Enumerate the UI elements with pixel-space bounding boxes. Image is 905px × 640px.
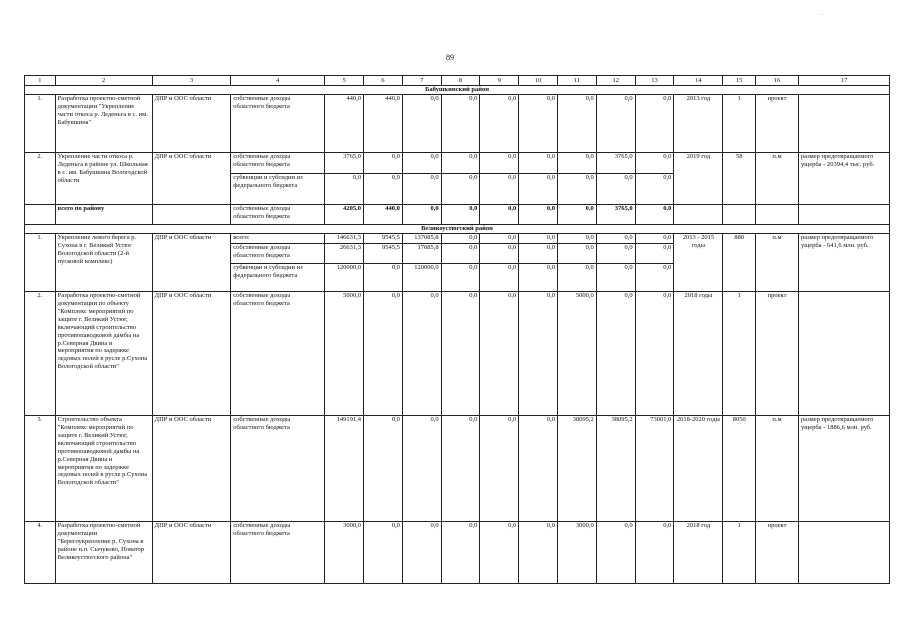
col-number: 1 (25, 76, 56, 86)
amount-cell: 0,0 (480, 264, 519, 292)
amount-cell: 440,0 (364, 205, 403, 225)
quantity-cell: 1 (723, 522, 756, 584)
amount-cell: 0,0 (635, 234, 674, 244)
table-row (25, 416, 890, 522)
unit-cell: проект (756, 95, 799, 153)
table-row (25, 234, 890, 244)
amount-cell: 0,0 (519, 264, 558, 292)
amount-cell: 0,0 (558, 264, 597, 292)
budget-table (24, 75, 890, 584)
col-number: 4 (231, 76, 325, 86)
amount-cell: 0,0 (480, 205, 519, 225)
amount-cell: 0,0 (402, 522, 441, 584)
amount-cell: 0,0 (558, 205, 597, 225)
funding-source: собственные доходы областного бюджета (231, 244, 325, 264)
amount-cell: 5000,0 (325, 292, 364, 416)
amount-cell: 0,0 (635, 292, 674, 416)
amount-cell: 0,0 (596, 244, 635, 264)
measure-name: Разработка проектно-сметной документации по объекту "Комплекс мероприятий по защите г. Великий Устюг, включающий строительство противопаводковой дамбы на р.Северная Двина и мероприятия по задержке ледовых полей в русле р.Сухона Вологодской области" (55, 292, 152, 416)
amount-cell: 9545,5 (364, 244, 403, 264)
amount-cell: 0,0 (402, 205, 441, 225)
amount-cell: 0,0 (558, 153, 597, 174)
col-number: 2 (55, 76, 152, 86)
amount-cell: 0,0 (519, 416, 558, 522)
amount-cell: 0,0 (441, 244, 480, 264)
amount-cell: 0,0 (480, 234, 519, 244)
row-number: 2. (25, 292, 56, 416)
table-row (25, 153, 890, 174)
amount-cell: 0,0 (441, 95, 480, 153)
unit-cell: п.м (756, 416, 799, 522)
amount-cell: 0,0 (519, 153, 558, 174)
effect-cell: размер предотвращаемого ущерба - 1886,6 млн. руб. (798, 416, 889, 522)
amount-cell: 0,0 (519, 95, 558, 153)
amount-cell: 0,0 (402, 416, 441, 522)
term-cell: 2019 год (674, 153, 723, 205)
col-number: 17 (798, 76, 889, 86)
table-row (25, 292, 890, 416)
col-number: 10 (519, 76, 558, 86)
funding-source: субвенции и субсидии из федерального бюджета (231, 174, 325, 205)
term-cell: 2018-2020 годы (674, 416, 723, 522)
amount-cell: 3000,0 (325, 522, 364, 584)
row-number: 3. (25, 416, 56, 522)
amount-cell: 440,0 (325, 95, 364, 153)
amount-cell: 0,0 (519, 205, 558, 225)
col-number: 8 (441, 76, 480, 86)
executor: ДПР и ООС области (152, 292, 231, 416)
amount-cell: 0,0 (364, 416, 403, 522)
total-label: всего по району (55, 205, 152, 225)
amount-cell: 0,0 (480, 522, 519, 584)
funding-source: собственные доходы областного бюджета (231, 292, 325, 416)
amount-cell: 0,0 (441, 416, 480, 522)
amount-cell: 0,0 (635, 205, 674, 225)
amount-cell: 0,0 (519, 174, 558, 205)
amount-cell: 0,0 (364, 174, 403, 205)
amount-cell: 0,0 (480, 416, 519, 522)
funding-source: всего: (231, 234, 325, 244)
amount-cell: 0,0 (558, 174, 597, 205)
amount-cell: 0,0 (558, 234, 597, 244)
quantity-cell: 1 (723, 95, 756, 153)
amount-cell: 38095,2 (558, 416, 597, 522)
amount-cell: 9545,5 (364, 234, 403, 244)
term-cell: 2018 годы (674, 292, 723, 416)
funding-source: субвенции и субсидии из федерального бюджета (231, 264, 325, 292)
unit-cell: п.м (756, 153, 799, 205)
amount-cell: 3765,0 (596, 205, 635, 225)
quantity-cell: 8050 (723, 416, 756, 522)
section-row (25, 86, 890, 95)
amount-cell: 3765,0 (325, 153, 364, 174)
col-number: 5 (325, 76, 364, 86)
amount-cell: 0,0 (364, 264, 403, 292)
row-number: 4. (25, 522, 56, 584)
amount-cell: 0,0 (596, 292, 635, 416)
amount-cell: 38095,2 (596, 416, 635, 522)
row-number: 1. (25, 234, 56, 292)
col-number: 15 (723, 76, 756, 86)
funding-source: собственные доходы областного бюджета (231, 416, 325, 522)
page-number: 89 (446, 53, 454, 62)
amount-cell: 17085,8 (402, 244, 441, 264)
effect-cell (798, 95, 889, 153)
amount-cell: 0,0 (441, 234, 480, 244)
amount-cell: 0,0 (596, 264, 635, 292)
amount-cell: 0,0 (402, 292, 441, 416)
amount-cell: 73001,0 (635, 416, 674, 522)
term-cell: 2013 - 2015 годы (674, 234, 723, 292)
section-title: Великоустюгский район (25, 225, 890, 234)
quantity-cell: 58 (723, 153, 756, 205)
term-cell: 2013 год (674, 95, 723, 153)
effect-cell (798, 292, 889, 416)
section-row (25, 225, 890, 234)
col-number: 9 (480, 76, 519, 86)
amount-cell: 0,0 (402, 153, 441, 174)
amount-cell: 0,0 (558, 95, 597, 153)
amount-cell: 0,0 (441, 292, 480, 416)
effect-cell: размер предотвращаемого ущерба - 641,6 млн. руб. (798, 234, 889, 292)
col-number: 12 (596, 76, 635, 86)
amount-cell: 137085,8 (402, 234, 441, 244)
table-row (25, 522, 890, 584)
amount-cell: 0,0 (596, 95, 635, 153)
amount-cell: 3000,0 (558, 522, 597, 584)
measure-name: Разработка проектно-сметной документации "Берегоукрепление р. Сухона в районе н.п. Сычуково, Новатор Великоустюгского района" (55, 522, 152, 584)
amount-cell: 0,0 (519, 234, 558, 244)
col-number: 16 (756, 76, 799, 86)
effect-cell (798, 522, 889, 584)
amount-cell: 0,0 (480, 153, 519, 174)
funding-source: собственные доходы областного бюджета (231, 522, 325, 584)
funding-source: собственные доходы областного бюджета (231, 153, 325, 174)
amount-cell: 0,0 (325, 174, 364, 205)
amount-cell: 120000,0 (402, 264, 441, 292)
amount-cell: 0,0 (402, 95, 441, 153)
amount-cell: 5000,0 (558, 292, 597, 416)
amount-cell: 0,0 (635, 174, 674, 205)
unit-cell: проект (756, 292, 799, 416)
col-number: 6 (364, 76, 403, 86)
section-title: Бабушкинский район (25, 86, 890, 95)
amount-cell: 0,0 (596, 234, 635, 244)
amount-cell: 0,0 (441, 522, 480, 584)
amount-cell: 0,0 (480, 95, 519, 153)
corner-mark: - (821, 12, 823, 18)
measure-name: Разработка проектно-сметной документации "Укрепление части откоса р. Леденьга в с. им. Бабушкина" (55, 95, 152, 153)
amount-cell: 4205,0 (325, 205, 364, 225)
effect-cell: размер предотвращаемого ущерба - 20394,4 тыс. руб. (798, 153, 889, 205)
term-cell: 2018 год (674, 522, 723, 584)
row-number: 2. (25, 153, 56, 205)
amount-cell: 0,0 (519, 292, 558, 416)
quantity-cell: 1 (723, 292, 756, 416)
amount-cell: 0,0 (441, 153, 480, 174)
amount-cell: 149191,4 (325, 416, 364, 522)
total-row (25, 205, 890, 225)
amount-cell: 0,0 (596, 522, 635, 584)
amount-cell: 0,0 (635, 264, 674, 292)
quantity-cell: 880 (723, 234, 756, 292)
amount-cell: 0,0 (364, 292, 403, 416)
measure-name: Строительство объекта "Комплекс мероприятий по защите г. Великий Устюг, включающий строительство противопаводковой дамбы на р.Северная Двина и мероприятия по задержке ледовых полей в русле р.Сухона Вологодской области" (55, 416, 152, 522)
col-number: 13 (635, 76, 674, 86)
col-number: 3 (152, 76, 231, 86)
amount-cell: 0,0 (480, 292, 519, 416)
amount-cell: 0,0 (364, 522, 403, 584)
column-number-row (25, 76, 890, 86)
amount-cell: 0,0 (558, 244, 597, 264)
amount-cell: 0,0 (480, 244, 519, 264)
unit-cell: п.м (756, 234, 799, 292)
col-number: 11 (558, 76, 597, 86)
amount-cell: 0,0 (635, 153, 674, 174)
executor: ДПР и ООС области (152, 95, 231, 153)
funding-source: собственные доходы областного бюджета (231, 205, 325, 225)
measure-name: Укрепление части откоса р. Леденьга в районе ул. Школьная в с. им. Бабушкина Вологодской области (55, 153, 152, 205)
amount-cell: 0,0 (364, 153, 403, 174)
amount-cell: 0,0 (441, 174, 480, 205)
unit-cell: проект (756, 522, 799, 584)
amount-cell: 0,0 (402, 174, 441, 205)
executor: ДПР и ООС области (152, 234, 231, 292)
amount-cell: 440,0 (364, 95, 403, 153)
amount-cell: 0,0 (635, 244, 674, 264)
amount-cell: 26631,3 (325, 244, 364, 264)
amount-cell: 0,0 (441, 264, 480, 292)
col-number: 7 (402, 76, 441, 86)
amount-cell: 0,0 (519, 244, 558, 264)
funding-source: собственные доходы областного бюджета (231, 95, 325, 153)
row-number: 1. (25, 95, 56, 153)
amount-cell: 146631,3 (325, 234, 364, 244)
amount-cell: 0,0 (480, 174, 519, 205)
table-row (25, 95, 890, 153)
amount-cell: 0,0 (635, 522, 674, 584)
amount-cell: 0,0 (635, 95, 674, 153)
executor: ДПР и ООС области (152, 522, 231, 584)
executor: ДПР и ООС области (152, 153, 231, 205)
amount-cell: 120000,0 (325, 264, 364, 292)
col-number: 14 (674, 76, 723, 86)
measure-name: Укрепление левого берега р. Сухона в г. Великий Устюг Вологодской области (2-й пусковой комплекс) (55, 234, 152, 292)
amount-cell: 0,0 (596, 174, 635, 205)
amount-cell: 0,0 (519, 522, 558, 584)
amount-cell: 3765,0 (596, 153, 635, 174)
amount-cell: 0,0 (441, 205, 480, 225)
executor: ДПР и ООС области (152, 416, 231, 522)
